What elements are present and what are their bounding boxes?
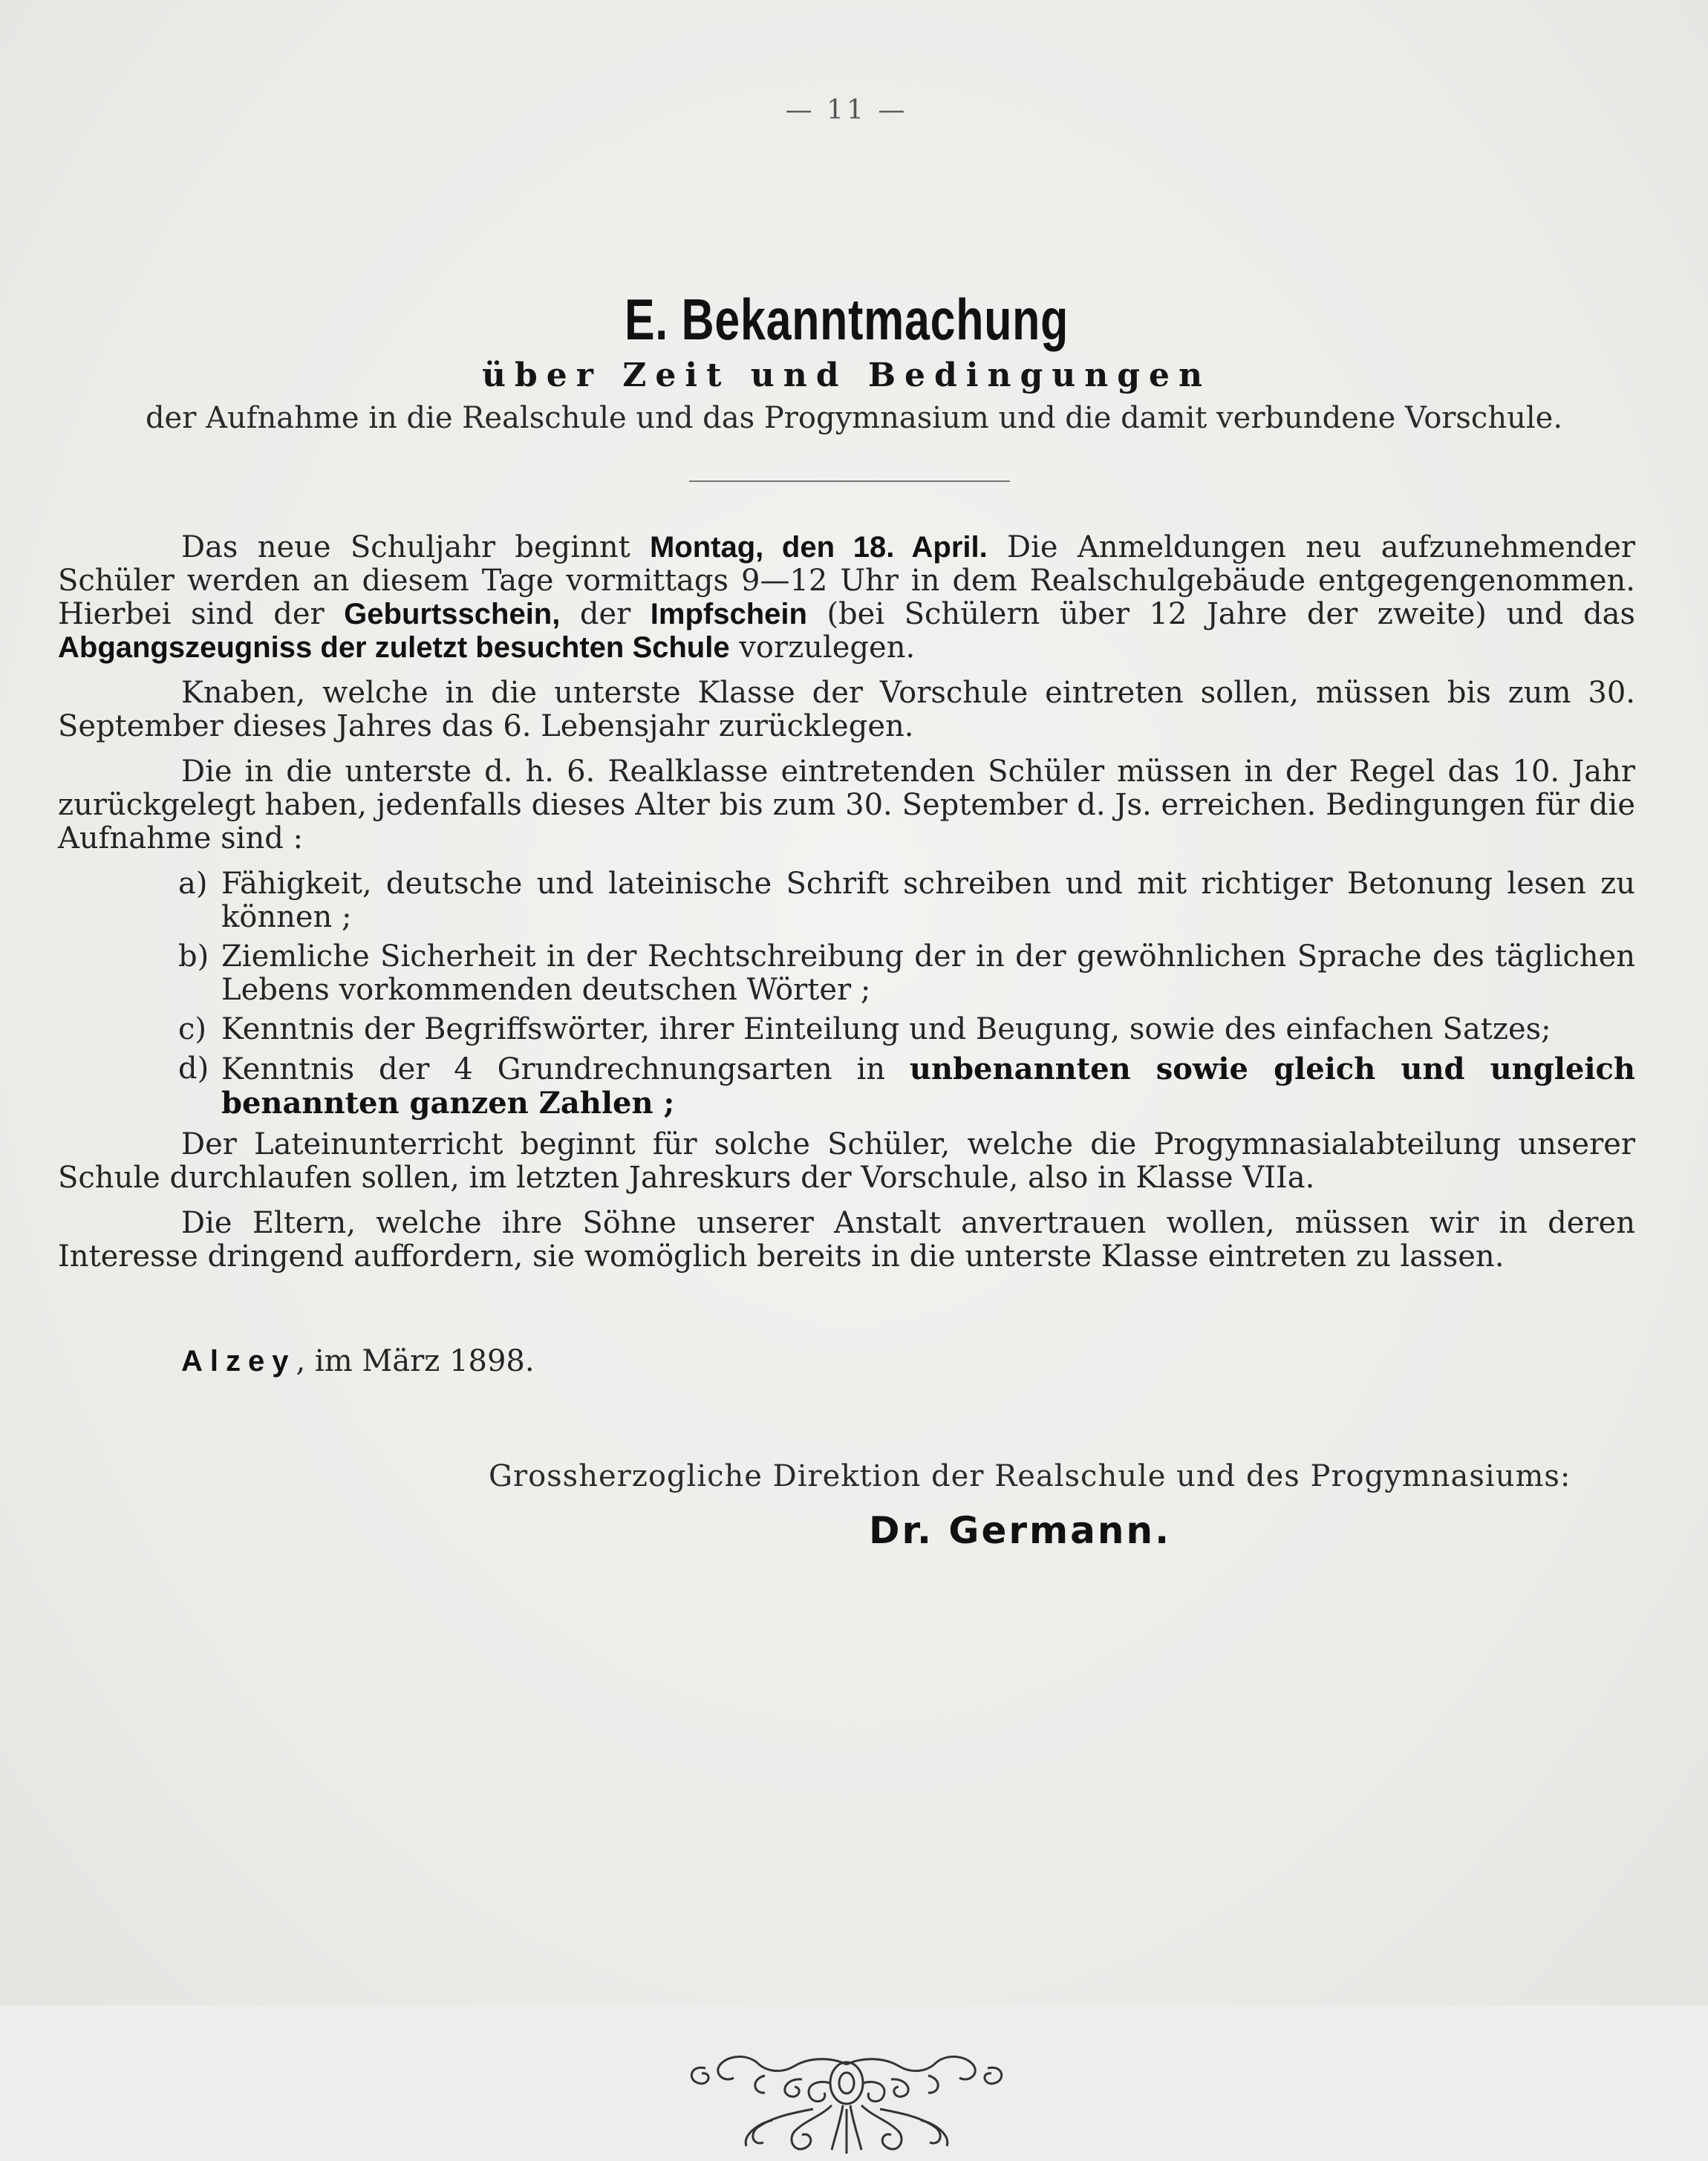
subtitle-description: der Aufnahme in die Realschule und das Progymnasium und die damit verbundene Vorschule. — [145, 401, 1563, 435]
divider — [689, 480, 1010, 482]
text: vorzulegen. — [729, 630, 916, 665]
list-label: b) — [178, 939, 209, 974]
paragraph-parents: Die Eltern, welche ihre Söhne unserer Anstalt anvertrauen wollen, müssen wir in deren Interesse dringend auffordern, sie womöglich bereits in die unterste Klasse eintreten zu lassen. — [58, 1206, 1635, 1274]
list-label: a) — [178, 867, 208, 901]
list-label: c) — [178, 1012, 207, 1046]
requirements-list — [58, 867, 1635, 1121]
paragraph-latin: Der Lateinunterricht beginnt für solche Schüler, welche die Progymnasialabteilung unserer Schule durchlaufen sollen, im letzten Jahreskurs der Vorschule, also in Klasse VIIa. — [58, 1127, 1635, 1195]
place-date — [181, 1344, 535, 1378]
list-item — [58, 1013, 1635, 1046]
signature: Dr. Germann. — [869, 1509, 1172, 1552]
page-title: E. Bekanntmachung — [624, 287, 1069, 352]
document-body — [58, 531, 1635, 1285]
date-emphasis: Montag, den 18. April. — [649, 531, 988, 564]
list-item — [58, 867, 1635, 934]
paragraph-realklasse: Die in die unterste d. h. 6. Realklasse eintretenden Schüler müssen in der Regel das 10. Jahr zurückgelegt haben, jedenfalls dieses Alter bis zum 30. September d. Js. erreichen. Bedingungen für die Aufnahme sind : — [58, 754, 1635, 855]
paragraph-schedule — [58, 531, 1635, 665]
direktion-line: Grossherzogliche Direktion der Realschule und des Progymnasiums: — [489, 1459, 1571, 1493]
list-text: Kenntnis der 4 Grundrechnungsarten in — [221, 1052, 910, 1086]
subtitle: über Zeit und Bedingungen — [482, 356, 1211, 394]
text: Das neue Schuljahr beginnt — [181, 530, 650, 564]
vaccination-emphasis: Impfschein — [650, 598, 807, 630]
list-text: Kenntnis der Begriffswörter, ihrer Einteilung und Beugung, sowie des einfachen Satzes; — [221, 1012, 1551, 1046]
text: der — [560, 597, 651, 631]
list-text-emphasis: unbenannten sowie gleich und ungleich benannten ganzen Zahlen ; — [221, 1052, 1635, 1121]
list-item — [58, 940, 1635, 1007]
date-text: , im März 1898. — [296, 1344, 535, 1378]
birth-certificate-emphasis: Geburtsschein, — [344, 598, 561, 630]
paragraph-vorschule: Knaben, welche in die unterste Klasse der Vorschule eintreten sollen, müssen bis zum 30. September dieses Jahres das 6. Lebensjahr zurücklegen. — [58, 676, 1635, 743]
list-text: Fähigkeit, deutsche und lateinische Schrift schreiben und mit richtiger Betonung lesen zu können ; — [221, 867, 1635, 934]
page-number: — 11 — — [785, 95, 908, 126]
place-name: Alzey — [181, 1345, 296, 1378]
text: (bei Schülern über 12 Jahre der zweite) und das — [806, 597, 1635, 631]
list-text: Ziemliche Sicherheit in der Rechtschreibung der in der gewöhnlichen Sprache des täglichen Lebens vorkommenden deutschen Wörter ; — [221, 939, 1635, 1007]
text: Die Anmeldungen neu aufzunehmender Schüler werden an diesem Tage vormittags 9—12 Uhr in dem Realschulgebäude entgegengenommen. Hierbei sind der — [58, 530, 1636, 631]
list-label: d) — [178, 1052, 209, 1086]
ornament-icon — [683, 2050, 1010, 2161]
list-item — [58, 1052, 1635, 1121]
leaving-certificate-emphasis: Abgangszeugniss der zuletzt besuchten Schule — [58, 631, 730, 664]
